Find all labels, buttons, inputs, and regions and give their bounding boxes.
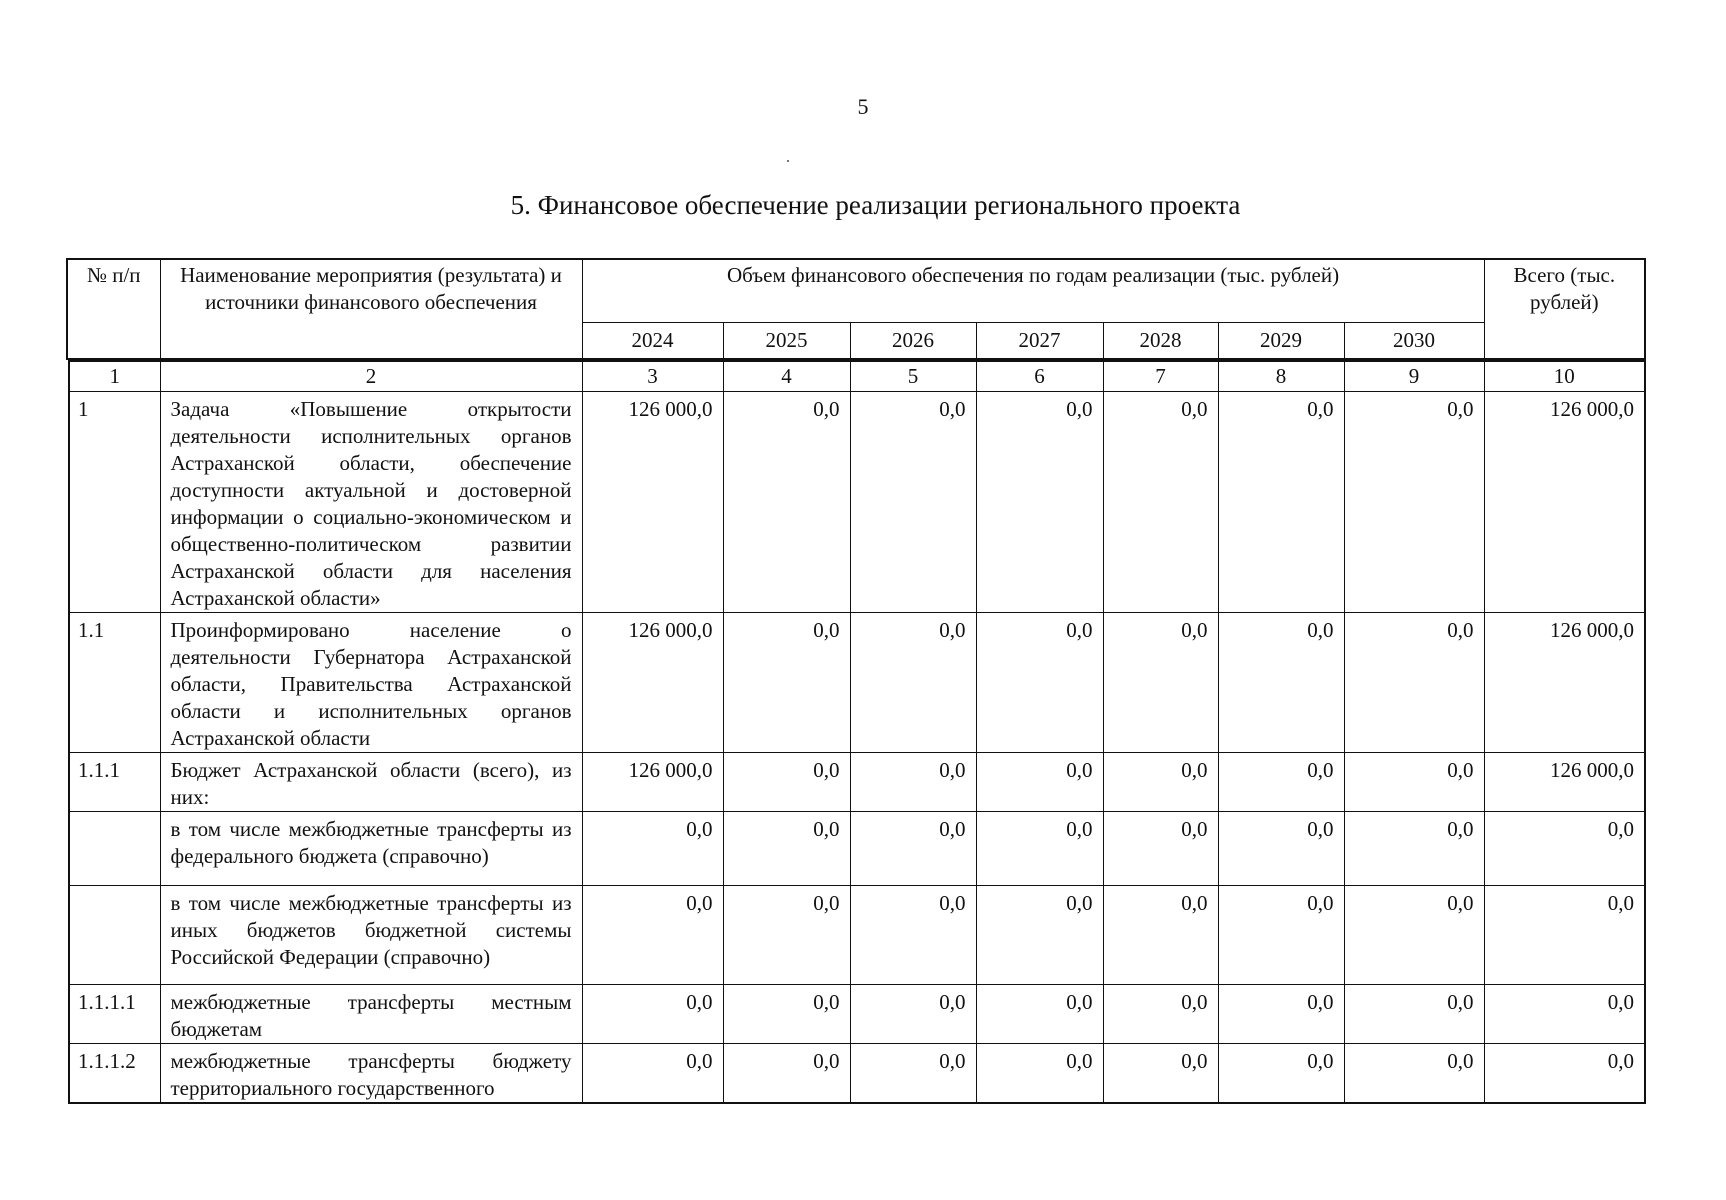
year-value: 0,0 xyxy=(1218,985,1344,1044)
year-value: 126 000,0 xyxy=(582,613,723,753)
year-value: 0,0 xyxy=(850,1044,976,1104)
year-value: 0,0 xyxy=(723,613,850,753)
column-number: 5 xyxy=(850,361,976,392)
year-value: 0,0 xyxy=(723,753,850,812)
column-number: 9 xyxy=(1344,361,1484,392)
year-value: 0,0 xyxy=(1344,753,1484,812)
year-value: 0,0 xyxy=(850,392,976,613)
year-value: 0,0 xyxy=(850,613,976,753)
row-total: 0,0 xyxy=(1484,1044,1645,1104)
year-value: 0,0 xyxy=(1103,886,1218,985)
year-value: 0,0 xyxy=(1103,1044,1218,1104)
table-header xyxy=(66,258,1646,360)
column-number: 2 xyxy=(160,361,582,392)
header-name: Наименование мероприятия (результата) и источники финансового обеспечения xyxy=(160,259,582,359)
table-row xyxy=(69,613,1645,753)
header-year: 2029 xyxy=(1218,323,1344,360)
year-value: 0,0 xyxy=(1344,392,1484,613)
scan-dot xyxy=(787,160,789,162)
year-value: 0,0 xyxy=(582,886,723,985)
year-value: 0,0 xyxy=(1344,886,1484,985)
year-value: 0,0 xyxy=(976,753,1103,812)
row-number: 1.1.1 xyxy=(69,753,160,812)
year-value: 0,0 xyxy=(1103,392,1218,613)
row-number xyxy=(69,812,160,886)
year-value: 0,0 xyxy=(976,812,1103,886)
row-total: 126 000,0 xyxy=(1484,613,1645,753)
section-title: 5. Финансовое обеспечение реализации регионального проекта xyxy=(510,190,1241,220)
row-number xyxy=(69,886,160,985)
year-value: 0,0 xyxy=(1218,753,1344,812)
year-value: 0,0 xyxy=(723,392,850,613)
row-name: Проинформировано население о деятельности Губернатора Астраханской области, Правительства Астраханской области и исполнительных органов Астраханской области xyxy=(160,613,582,753)
year-value: 0,0 xyxy=(1344,985,1484,1044)
header-year: 2028 xyxy=(1103,323,1218,360)
year-value: 0,0 xyxy=(1103,812,1218,886)
row-total: 0,0 xyxy=(1484,812,1645,886)
row-name: в том числе межбюджетные трансферты из иных бюджетов бюджетной системы Российской Федерации (справочно) xyxy=(160,886,582,985)
table-row xyxy=(69,392,1645,613)
row-name: Задача «Повышение открытости деятельности исполнительных органов Астраханской области, обеспечение доступности актуальной и достоверной информации о социально-экономическом и общественно-политическом развитии Астраханской области для населения Астраханской области» xyxy=(160,392,582,613)
year-value: 0,0 xyxy=(582,985,723,1044)
page-number: 5 xyxy=(857,94,869,119)
row-number: 1.1.1.1 xyxy=(69,985,160,1044)
header-year: 2024 xyxy=(582,323,723,360)
header-volume: Объем финансового обеспечения по годам реализации (тыс. рублей) xyxy=(582,259,1484,323)
year-value: 0,0 xyxy=(976,613,1103,753)
year-value: 0,0 xyxy=(976,985,1103,1044)
header-year: 2030 xyxy=(1344,323,1484,360)
table-row xyxy=(69,1044,1645,1104)
year-value: 0,0 xyxy=(850,985,976,1044)
year-value: 0,0 xyxy=(1103,985,1218,1044)
year-value: 0,0 xyxy=(976,392,1103,613)
row-total: 126 000,0 xyxy=(1484,753,1645,812)
row-name: Бюджет Астраханской области (всего), из них: xyxy=(160,753,582,812)
row-total: 126 000,0 xyxy=(1484,392,1645,613)
year-value: 0,0 xyxy=(1344,613,1484,753)
table-row xyxy=(69,753,1645,812)
year-value: 0,0 xyxy=(1218,392,1344,613)
header-year: 2026 xyxy=(850,323,976,360)
year-value: 0,0 xyxy=(723,985,850,1044)
column-number: 10 xyxy=(1484,361,1645,392)
header-year: 2025 xyxy=(723,323,850,360)
column-number-row xyxy=(69,361,1645,392)
year-value: 0,0 xyxy=(723,1044,850,1104)
row-name: межбюджетные трансферты местным бюджетам xyxy=(160,985,582,1044)
year-value: 0,0 xyxy=(976,1044,1103,1104)
year-value: 0,0 xyxy=(1344,812,1484,886)
column-number: 3 xyxy=(582,361,723,392)
header-no: № п/п xyxy=(67,259,160,359)
row-number: 1.1 xyxy=(69,613,160,753)
year-value: 0,0 xyxy=(723,886,850,985)
column-number: 4 xyxy=(723,361,850,392)
column-number: 6 xyxy=(976,361,1103,392)
row-number: 1 xyxy=(69,392,160,613)
column-number: 8 xyxy=(1218,361,1344,392)
year-value: 0,0 xyxy=(976,886,1103,985)
year-value: 0,0 xyxy=(1344,1044,1484,1104)
financing-table xyxy=(68,360,1646,1104)
year-value: 0,0 xyxy=(582,1044,723,1104)
year-value: 126 000,0 xyxy=(582,392,723,613)
row-total: 0,0 xyxy=(1484,886,1645,985)
year-value: 0,0 xyxy=(1218,1044,1344,1104)
column-number: 7 xyxy=(1103,361,1218,392)
year-value: 0,0 xyxy=(850,812,976,886)
year-value: 0,0 xyxy=(850,886,976,985)
table-row xyxy=(69,985,1645,1044)
row-number: 1.1.1.2 xyxy=(69,1044,160,1104)
year-value: 0,0 xyxy=(850,753,976,812)
year-value: 0,0 xyxy=(582,812,723,886)
table-row xyxy=(69,886,1645,985)
column-number: 1 xyxy=(69,361,160,392)
year-value: 0,0 xyxy=(1103,753,1218,812)
row-total: 0,0 xyxy=(1484,985,1645,1044)
year-value: 0,0 xyxy=(1218,886,1344,985)
year-value: 0,0 xyxy=(723,812,850,886)
header-year: 2027 xyxy=(976,323,1103,360)
year-value: 0,0 xyxy=(1218,812,1344,886)
row-name: межбюджетные трансферты бюджету территориального государственного xyxy=(160,1044,582,1104)
header-total: Всего (тыс. рублей) xyxy=(1484,259,1645,359)
year-value: 0,0 xyxy=(1218,613,1344,753)
table-row xyxy=(69,812,1645,886)
year-value: 0,0 xyxy=(1103,613,1218,753)
row-name: в том числе межбюджетные трансферты из федерального бюджета (справочно) xyxy=(160,812,582,886)
year-value: 126 000,0 xyxy=(582,753,723,812)
